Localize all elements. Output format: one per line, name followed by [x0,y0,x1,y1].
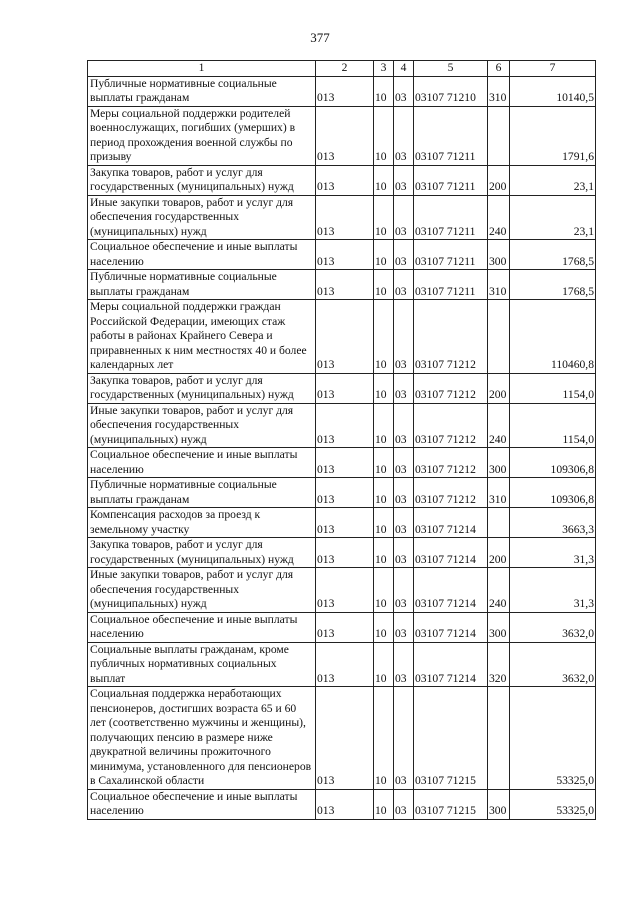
table-row [88,300,596,374]
amount: 3632,0 [510,612,596,642]
expense-type-code: 310 [488,76,510,106]
expense-type-code: 200 [488,373,510,403]
ministry-code: 013 [316,106,374,165]
amount: 31,3 [510,568,596,613]
target-article-code: 03107 71214 [414,568,488,613]
subsection-code: 03 [394,642,414,687]
section-code: 10 [374,195,394,240]
row-description: Социальное обеспечение и иные выплаты населению [88,448,316,478]
column-header: 4 [394,61,414,77]
table-row [88,270,596,300]
row-description: Социальное обеспечение и иные выплаты населению [88,789,316,819]
row-description: Иные закупки товаров, работ и услуг для обеспечения государственных (муниципальных) нужд [88,195,316,240]
target-article-code: 03107 71212 [414,300,488,374]
table-row [88,106,596,165]
expense-type-code: 310 [488,478,510,508]
target-article-code: 03107 71214 [414,642,488,687]
subsection-code: 03 [394,568,414,613]
table-row [88,687,596,790]
subsection-code: 03 [394,270,414,300]
row-description: Социальное обеспечение и иные выплаты населению [88,612,316,642]
ministry-code: 013 [316,165,374,195]
subsection-code: 03 [394,403,414,448]
row-description: Закупка товаров, работ и услуг для государственных (муниципальных) нужд [88,538,316,568]
target-article-code: 03107 71211 [414,270,488,300]
section-code: 10 [374,642,394,687]
expense-type-code: 320 [488,642,510,687]
subsection-code: 03 [394,300,414,374]
expense-type-code [488,106,510,165]
column-header: 5 [414,61,488,77]
section-code: 10 [374,106,394,165]
table-row [88,538,596,568]
expense-type-code [488,300,510,374]
amount: 1154,0 [510,403,596,448]
ministry-code: 013 [316,687,374,790]
ministry-code: 013 [316,270,374,300]
ministry-code: 013 [316,538,374,568]
row-description: Публичные нормативные социальные выплаты гражданам [88,76,316,106]
expense-type-code: 200 [488,538,510,568]
expense-type-code [488,508,510,538]
ministry-code: 013 [316,568,374,613]
expense-type-code: 200 [488,165,510,195]
expense-type-code [488,687,510,790]
expense-type-code: 300 [488,448,510,478]
amount: 1768,5 [510,240,596,270]
column-header: 2 [316,61,374,77]
table-row [88,195,596,240]
expense-type-code: 300 [488,612,510,642]
table-row [88,642,596,687]
row-description: Компенсация расходов за проезд к земельному участку [88,508,316,538]
row-description: Иные закупки товаров, работ и услуг для обеспечения государственных (муниципальных) нужд [88,568,316,613]
expense-type-code: 300 [488,789,510,819]
amount: 23,1 [510,195,596,240]
section-code: 10 [374,403,394,448]
ministry-code: 013 [316,300,374,374]
section-code: 10 [374,300,394,374]
amount: 3632,0 [510,642,596,687]
row-description: Закупка товаров, работ и услуг для государственных (муниципальных) нужд [88,165,316,195]
table-row [88,240,596,270]
table-row [88,612,596,642]
expense-type-code: 300 [488,240,510,270]
target-article-code: 03107 71212 [414,448,488,478]
section-code: 10 [374,612,394,642]
row-description: Закупка товаров, работ и услуг для государственных (муниципальных) нужд [88,373,316,403]
column-header: 7 [510,61,596,77]
ministry-code: 013 [316,508,374,538]
section-code: 10 [374,789,394,819]
row-description: Социальное обеспечение и иные выплаты населению [88,240,316,270]
target-article-code: 03107 71214 [414,538,488,568]
expense-type-code: 240 [488,195,510,240]
amount: 3663,3 [510,508,596,538]
amount: 23,1 [510,165,596,195]
amount: 109306,8 [510,448,596,478]
section-code: 10 [374,270,394,300]
table-row [88,76,596,106]
ministry-code: 013 [316,448,374,478]
subsection-code: 03 [394,165,414,195]
ministry-code: 013 [316,76,374,106]
subsection-code: 03 [394,789,414,819]
section-code: 10 [374,538,394,568]
table-row [88,403,596,448]
section-code: 10 [374,165,394,195]
expense-type-code: 240 [488,568,510,613]
ministry-code: 013 [316,373,374,403]
header-row [88,61,596,77]
table-row [88,373,596,403]
row-description: Иные закупки товаров, работ и услуг для обеспечения государственных (муниципальных) нужд [88,403,316,448]
subsection-code: 03 [394,106,414,165]
amount: 1768,5 [510,270,596,300]
target-article-code: 03107 71211 [414,195,488,240]
row-description: Меры социальной поддержки граждан Российской Федерации, имеющих стаж работы в районах Крайнего Севера и приравненных к ним местностях 40 и более календарных лет [88,300,316,374]
subsection-code: 03 [394,612,414,642]
amount: 1154,0 [510,373,596,403]
section-code: 10 [374,76,394,106]
section-code: 10 [374,568,394,613]
ministry-code: 013 [316,478,374,508]
column-header: 6 [488,61,510,77]
row-description: Меры социальной поддержки родителей военнослужащих, погибших (умерших) в период прохождения военной службы по призыву [88,106,316,165]
ministry-code: 013 [316,612,374,642]
subsection-code: 03 [394,478,414,508]
target-article-code: 03107 71214 [414,508,488,538]
target-article-code: 03107 71215 [414,789,488,819]
subsection-code: 03 [394,508,414,538]
target-article-code: 03107 71211 [414,106,488,165]
expense-type-code: 310 [488,270,510,300]
table-row [88,568,596,613]
subsection-code: 03 [394,373,414,403]
amount: 1791,6 [510,106,596,165]
section-code: 10 [374,508,394,538]
subsection-code: 03 [394,195,414,240]
target-article-code: 03107 71212 [414,373,488,403]
ministry-code: 013 [316,789,374,819]
table-row [88,508,596,538]
amount: 109306,8 [510,478,596,508]
column-header: 3 [374,61,394,77]
target-article-code: 03107 71212 [414,403,488,448]
subsection-code: 03 [394,240,414,270]
subsection-code: 03 [394,538,414,568]
table-row [88,448,596,478]
target-article-code: 03107 71214 [414,612,488,642]
ministry-code: 013 [316,642,374,687]
section-code: 10 [374,448,394,478]
row-description: Публичные нормативные социальные выплаты гражданам [88,270,316,300]
subsection-code: 03 [394,448,414,478]
target-article-code: 03107 71212 [414,478,488,508]
ministry-code: 013 [316,195,374,240]
target-article-code: 03107 71215 [414,687,488,790]
ministry-code: 013 [316,240,374,270]
target-article-code: 03107 71211 [414,240,488,270]
section-code: 10 [374,687,394,790]
section-code: 10 [374,478,394,508]
amount: 53325,0 [510,687,596,790]
table-row [88,789,596,819]
row-description: Публичные нормативные социальные выплаты гражданам [88,478,316,508]
section-code: 10 [374,240,394,270]
table-row [88,165,596,195]
target-article-code: 03107 71210 [414,76,488,106]
subsection-code: 03 [394,76,414,106]
amount: 53325,0 [510,789,596,819]
ministry-code: 013 [316,403,374,448]
amount: 31,3 [510,538,596,568]
table-row [88,478,596,508]
subsection-code: 03 [394,687,414,790]
budget-table [87,60,596,820]
page-number: 377 [310,30,330,45]
section-code: 10 [374,373,394,403]
column-header: 1 [88,61,316,77]
row-description: Социальная поддержка неработающих пенсионеров, достигших возраста 65 и 60 лет (соответственно мужчины и женщины), получающих пенсию в размере ниже двукратной величины прожиточного минимума, установленного для пенсионеров в Сахалинской области [88,687,316,790]
target-article-code: 03107 71211 [414,165,488,195]
row-description: Социальные выплаты гражданам, кроме публичных нормативных социальных выплат [88,642,316,687]
amount: 110460,8 [510,300,596,374]
amount: 10140,5 [510,76,596,106]
expense-type-code: 240 [488,403,510,448]
